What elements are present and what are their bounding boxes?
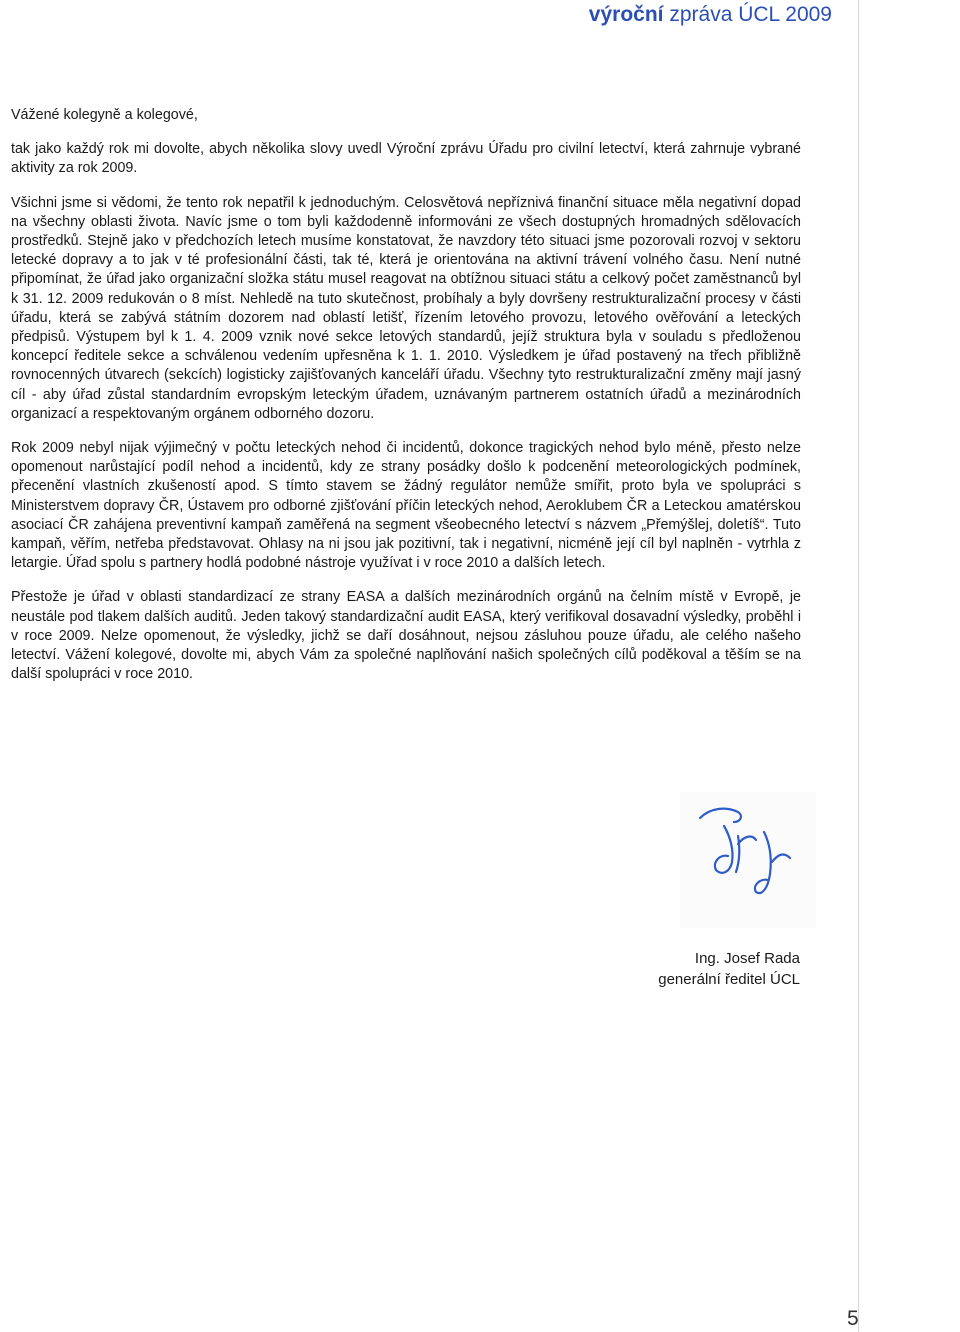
signature-stroke-hook	[755, 832, 771, 893]
signature-stroke-tail	[772, 855, 790, 862]
signature-stroke-top	[700, 809, 741, 822]
header-title-bold: výroční	[588, 3, 664, 26]
signer-name: Ing. Josef Rada	[694, 950, 800, 967]
paragraph-intro: tak jako každý rok mi dovolte, abych několika slovy uvedl Výroční zprávu Úřadu pro civilní letectví, která zahrnuje vybrané aktivity za rok 2009.	[11, 141, 801, 177]
signer-block	[658, 948, 800, 990]
signature-stroke-loop	[715, 826, 733, 873]
paragraph-safety: Rok 2009 nebyl nijak výjimečný v počtu leteckých nehod či incidentů, dokonce tragických nehod bylo méně, přesto nelze opomenout narůstající podíl nehod a incidentů, kdy ze strany posádky došlo k podcenění meteorologických podmínek, přecenění vlastních zkušeností apod. S tímto stavem se žádný regulátor nemůže smířit, proto byla ve spolupráci s Ministerstvem dopravy ČR, Ústavem pro odborné zjišťování příčin leteckých nehod, Aeroklubem ČR a Leteckou amatérskou asociací ČR zahájena preventivní kampaň zaměřená na segment všeobecného letectví s názvem „Přemýšlej, doletíš“. Tuto kampaň, věřím, netřeba představovat. Ohlasy na ni jsou jak pozitivní, tak i negativní, nicméně její cíl byl naplněn - vytrhla z letargie. Úřad spolu s partnery hodlá podobné nástroje využívat i v roce 2010 a dalších letech.	[11, 440, 801, 572]
signer-position: generální ředitel ÚCL	[658, 971, 800, 988]
paragraph-standardization: Přestože je úřad v oblasti standardizací ze strany EASA a dalších mezinárodních orgánů na čelním místě v Evropě, je neustále pod tlakem dalších auditů. Jeden takový standardizační audit EASA, který verifikoval dosavadní výsledky, proběhl i v roce 2009. Nelze opomenout, že výsledky, jichž se daří dosáhnout, nejsou zásluhou pouze úřadu, ale celého našeho letectví. Vážení kolegové, dovolte mi, abych Vám za společné naplňování našich společných cílů poděkoval a těším se na další spolupráci v roce 2010.	[11, 589, 801, 683]
letter-body	[11, 106, 801, 684]
signature-stroke-r	[736, 836, 756, 872]
page-number: 5	[847, 1307, 859, 1330]
margin-divider	[858, 0, 859, 1332]
handwritten-signature	[680, 792, 816, 928]
header-title-rest: zpráva ÚCL 2009	[669, 3, 832, 26]
signature-drawing	[680, 792, 816, 928]
salutation: Vážené kolegyně a kolegové,	[11, 107, 198, 123]
paragraph-restructuring: Všichni jsme si vědomi, že tento rok nepatřil k jednoduchým. Celosvětová nepříznivá finanční situace měla negativní dopad na všechny oblasti života. Navíc jsme o tom byli každodenně informováni ze všech dostupných hromadných sdělovacích prostředků. Stejně jako v předchozích letech musíme konstatovat, že navzdory této situaci jsme pozorovali rozvoj v sektoru letecké dopravy a to jak v té profesionální části, tak té, která je orientována na aktivní trávení volného času. Není nutné připomínat, že úřad jako organizační složka státu musel reagovat na obtížnou situaci státu a celkový počet zaměstnanců byl k 31. 12. 2009 redukován o 8 míst. Nehledě na tuto skutečnost, probíhaly a byly dovršeny restrukturalizační procesy v části úřadu, která se zabývá státním dozorem nad oblastí letišť, řízením letového provozu, letového ověřování a leteckých předpisů. Výstupem byl k 1. 4. 2009 vznik nové sekce letových standardů, jejíž struktura byla v souladu s předloženou koncepcí ředitele sekce a schválenou vedením upřesněna k 1. 1. 2010. Výsledkem je úřad postavený na třech přibližně rovnocenných útvarech (sekcích) logisticky zajišťovaných kanceláří úřadu. Všechny tyto restrukturalizační změny mají jasný cíl - aby úřad zůstal standardním evropským leteckým úřadem, uznávaným partnerem ostatních úřadů a mezinárodních organizací a respektovaným orgánem odborného dozoru.	[11, 194, 801, 422]
page-header	[589, 2, 832, 28]
